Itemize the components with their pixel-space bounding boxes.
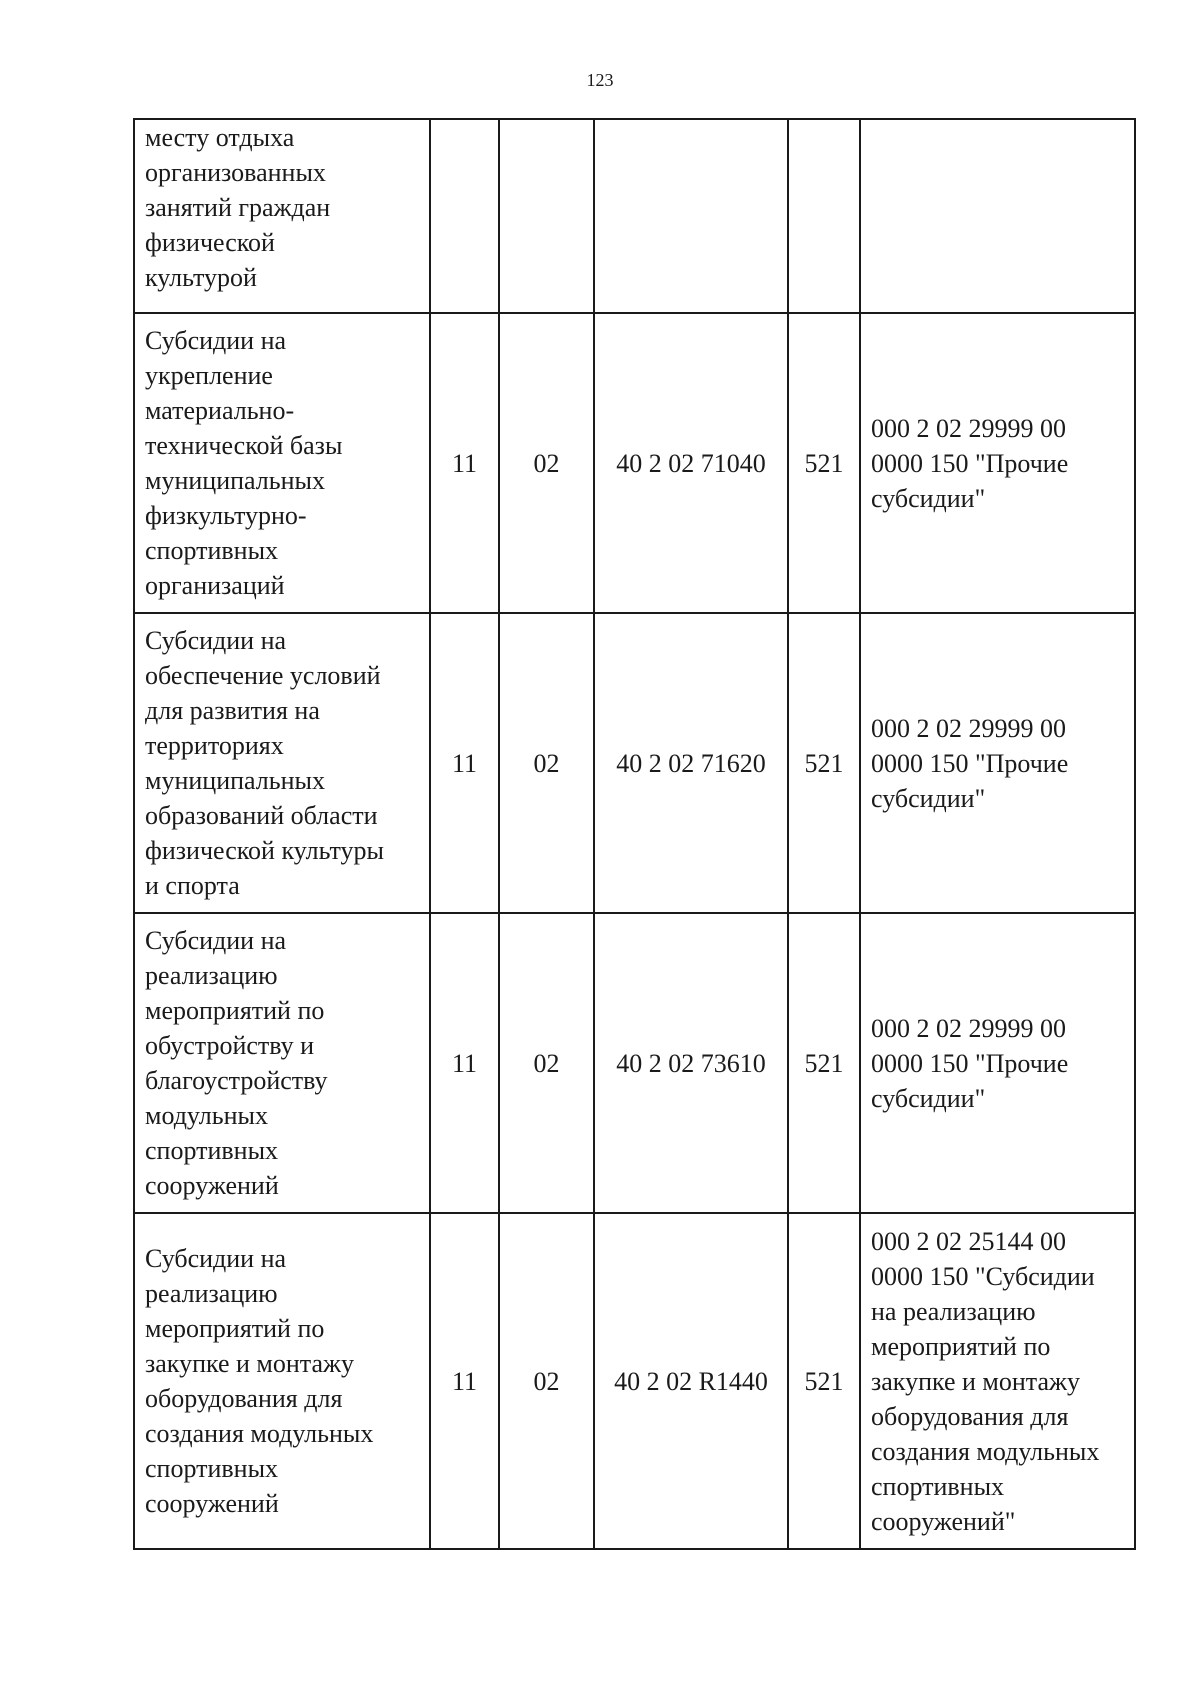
budget-table [133,118,1136,1550]
expense-type-cell: 521 [788,313,860,613]
subsection-cell: 02 [499,313,594,613]
section-cell: 11 [430,1213,499,1549]
page-number: 123 [586,70,614,90]
subsection-cell: 02 [499,913,594,1213]
table-row [134,313,1135,613]
revenue-code-cell: 000 2 02 29999 00 0000 150 "Прочие субсидии" [860,913,1135,1213]
table-row [134,1213,1135,1549]
target-article-cell: 40 2 02 R1440 [594,1213,788,1549]
expense-name-cell: Субсидии на обеспечение условий для развития на территориях муниципальных образований области физической культуры и спорта [134,613,430,913]
target-article-cell: 40 2 02 71620 [594,613,788,913]
expense-name-cell: Субсидии на укрепление материально- технической базы муниципальных физкультурно- спортивных организаций [134,313,430,613]
subsection-cell: 02 [499,613,594,913]
section-cell: 11 [430,913,499,1213]
expense-name-cell: месту отдыха организованных занятий граждан физической культурой [134,119,430,313]
revenue-code-cell: 000 2 02 29999 00 0000 150 "Прочие субсидии" [860,313,1135,613]
expense-type-cell [788,119,860,313]
subsection-cell: 02 [499,1213,594,1549]
subsection-cell [499,119,594,313]
section-cell: 11 [430,313,499,613]
revenue-code-cell: 000 2 02 25144 00 0000 150 "Субсидии на реализацию мероприятий по закупке и монтажу оборудования для создания модульных спортивных сооружений" [860,1213,1135,1549]
table-row [134,913,1135,1213]
target-article-cell [594,119,788,313]
expense-name-cell: Субсидии на реализацию мероприятий по закупке и монтажу оборудования для создания модульных спортивных сооружений [134,1213,430,1549]
expense-type-cell: 521 [788,1213,860,1549]
target-article-cell: 40 2 02 71040 [594,313,788,613]
revenue-code-cell [860,119,1135,313]
table-row [134,613,1135,913]
section-cell [430,119,499,313]
expense-name-cell: Субсидии на реализацию мероприятий по обустройству и благоустройству модульных спортивных сооружений [134,913,430,1213]
target-article-cell: 40 2 02 73610 [594,913,788,1213]
expense-type-cell: 521 [788,913,860,1213]
revenue-code-cell: 000 2 02 29999 00 0000 150 "Прочие субсидии" [860,613,1135,913]
expense-type-cell: 521 [788,613,860,913]
section-cell: 11 [430,613,499,913]
table-row [134,119,1135,313]
